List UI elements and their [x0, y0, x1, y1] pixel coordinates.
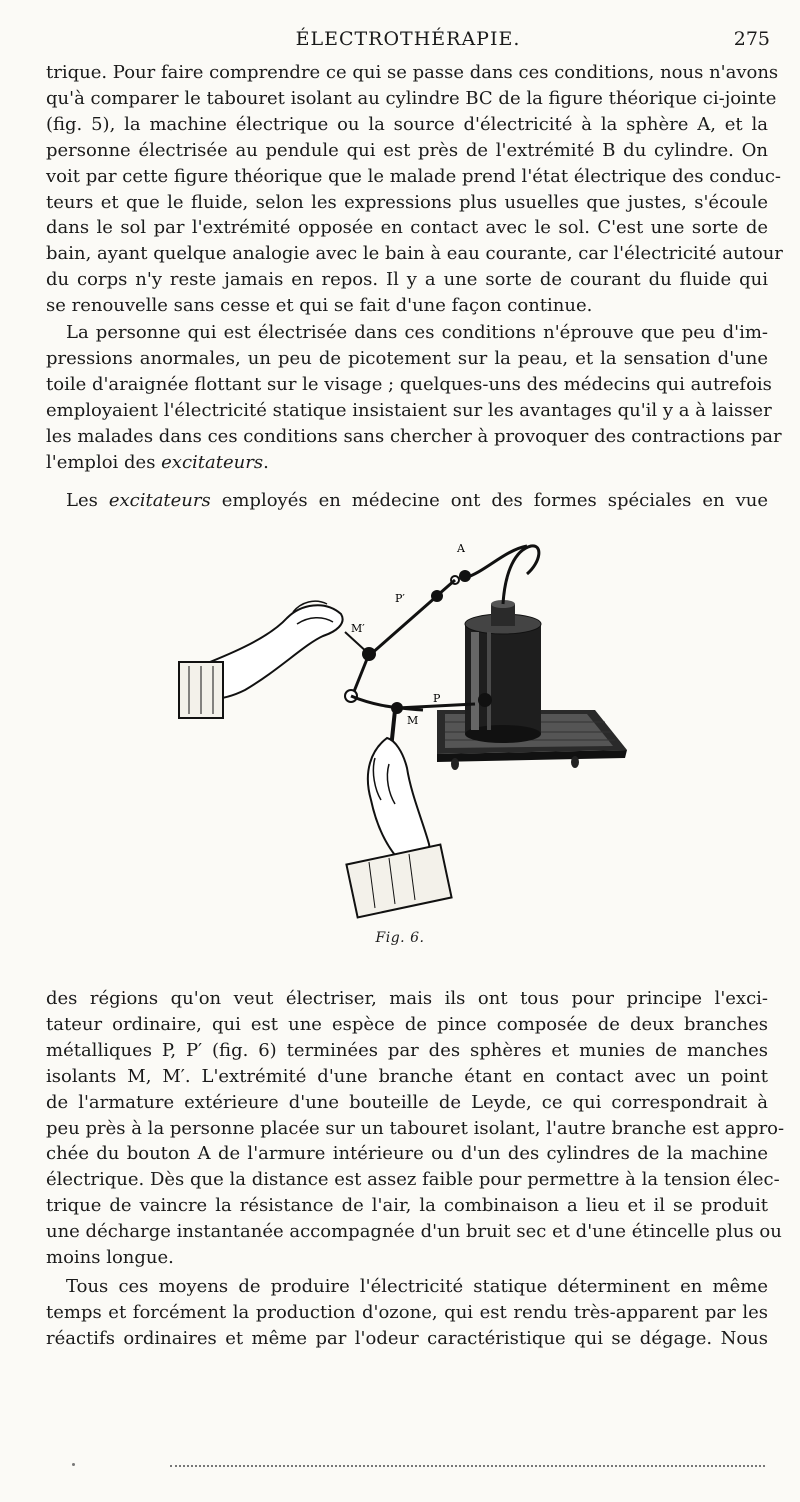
- text-line: personne électrisée au pendule qui est près de l'extrémité B du cylindre. On: [46, 139, 768, 161]
- text-line: moins longue.: [46, 1247, 174, 1269]
- running-title: ÉLECTROTHÉRAPIE.: [295, 28, 521, 50]
- leyden-jar: [465, 546, 541, 743]
- label-p: P: [433, 692, 441, 705]
- label-m: M: [407, 714, 419, 727]
- text-line: [46, 450, 768, 476]
- text-line: isolants M, M′. L'extrémité d'une branche étant en contact avec un point: [46, 1065, 768, 1087]
- text-line: toile d'araignée flottant sur le visage ; quelques-uns des médecins qui autrefois: [46, 373, 772, 395]
- text-fragment: employés en médecine ont des formes spéciales en vue: [210, 490, 768, 511]
- paragraph-2: [46, 320, 782, 475]
- text-line: pressions anormales, un peu de picotement sur la peau, et la sensation d'une: [46, 347, 768, 369]
- scan-bleed-line: [170, 1465, 765, 1467]
- text-line: bain, ayant quelque analogie avec le bain à eau courante, car l'électricité autour: [46, 243, 783, 265]
- figure-caption: Fig. 6.: [375, 930, 425, 946]
- text-line: peu près à la personne placée sur un tabouret isolant, l'autre branche est appro-: [46, 1117, 785, 1139]
- text-line: se renouvelle sans cesse et qui se fait d'une façon continue.: [46, 295, 593, 317]
- text-line: chée du bouton A de l'armure intérieure ou d'un des cylindres de la machine: [46, 1143, 768, 1165]
- text-fragment: l'emploi des: [46, 451, 162, 473]
- text-line: des régions qu'on veut électriser, mais ils ont tous pour principe l'exci-: [46, 988, 768, 1009]
- scan-mark: [72, 1463, 75, 1466]
- text-line: trique de vaincre la résistance de l'air, la combinaison a lieu et il se produit: [46, 1195, 768, 1217]
- text-line: [46, 488, 768, 514]
- text-line: (fig. 5), la machine électrique ou la source d'électricité à la sphère A, et la: [46, 113, 768, 135]
- text-line: trique. Pour faire comprendre ce qui se passe dans ces conditions, nous n'avons: [46, 62, 779, 83]
- text-line: les malades dans ces conditions sans chercher à provoquer des contractions par: [46, 425, 782, 447]
- text-line: La personne qui est électrisée dans ces conditions n'éprouve que peu d'im-: [66, 322, 768, 343]
- text-line: du corps n'y reste jamais en repos. Il y a une sorte de courant du fluide qui: [46, 269, 768, 291]
- text-line: de l'armature extérieure d'une bouteille de Leyde, ce qui correspondrait à: [46, 1091, 768, 1113]
- text-fragment: .: [263, 451, 269, 473]
- text-line: employaient l'électricité statique insistaient sur les avantages qu'il y a à laisser: [46, 399, 772, 421]
- running-header: [46, 28, 770, 56]
- text-line: Tous ces moyens de produire l'électricité statique déterminent en même: [66, 1276, 768, 1297]
- text-line: métalliques P, P′ (fig. 6) terminées par des sphères et munies de manches: [46, 1039, 768, 1061]
- text-fragment: Les: [66, 490, 109, 511]
- text-line: réactifs ordinaires et même par l'odeur caractéristique qui se dégage. Nous: [46, 1327, 768, 1349]
- upper-hand: [179, 601, 343, 718]
- label-a: A: [457, 542, 465, 555]
- label-p-prime: P′: [395, 592, 405, 605]
- paragraph-3-start: [46, 488, 768, 514]
- italic-term: excitateurs: [108, 490, 211, 511]
- excitateur-illustration: [175, 532, 645, 922]
- paragraph-4: [46, 1274, 768, 1352]
- text-line: électrique. Dès que la distance est assez faible pour permettre à la tension élec-: [46, 1169, 780, 1191]
- text-line: tateur ordinaire, qui est une espèce de pince composée de deux branches: [46, 1013, 768, 1035]
- text-line: temps et forcément la production d'ozone, qui est rendu très-apparent par les: [46, 1301, 768, 1323]
- lower-hand: [346, 710, 451, 917]
- paragraph-1: [46, 60, 783, 319]
- page-number: 275: [733, 28, 770, 50]
- label-m-prime: M′: [351, 622, 365, 635]
- text-line: dans le sol par l'extrémité opposée en contact avec le sol. C'est une sorte de: [46, 217, 768, 239]
- text-line: qu'à comparer le tabouret isolant au cylindre BC de la figure théorique ci-jointe: [46, 87, 777, 109]
- italic-term: excitateurs: [161, 451, 264, 473]
- text-line: teurs et que le fluide, selon les expressions plus usuelles que justes, s'écoule: [46, 191, 768, 213]
- text-line: voit par cette figure théorique que le malade prend l'état électrique des conduc-: [46, 165, 781, 187]
- text-line: une décharge instantanée accompagnée d'un bruit sec et d'une étincelle plus ou: [46, 1221, 782, 1243]
- paragraph-3-continued: [46, 986, 785, 1271]
